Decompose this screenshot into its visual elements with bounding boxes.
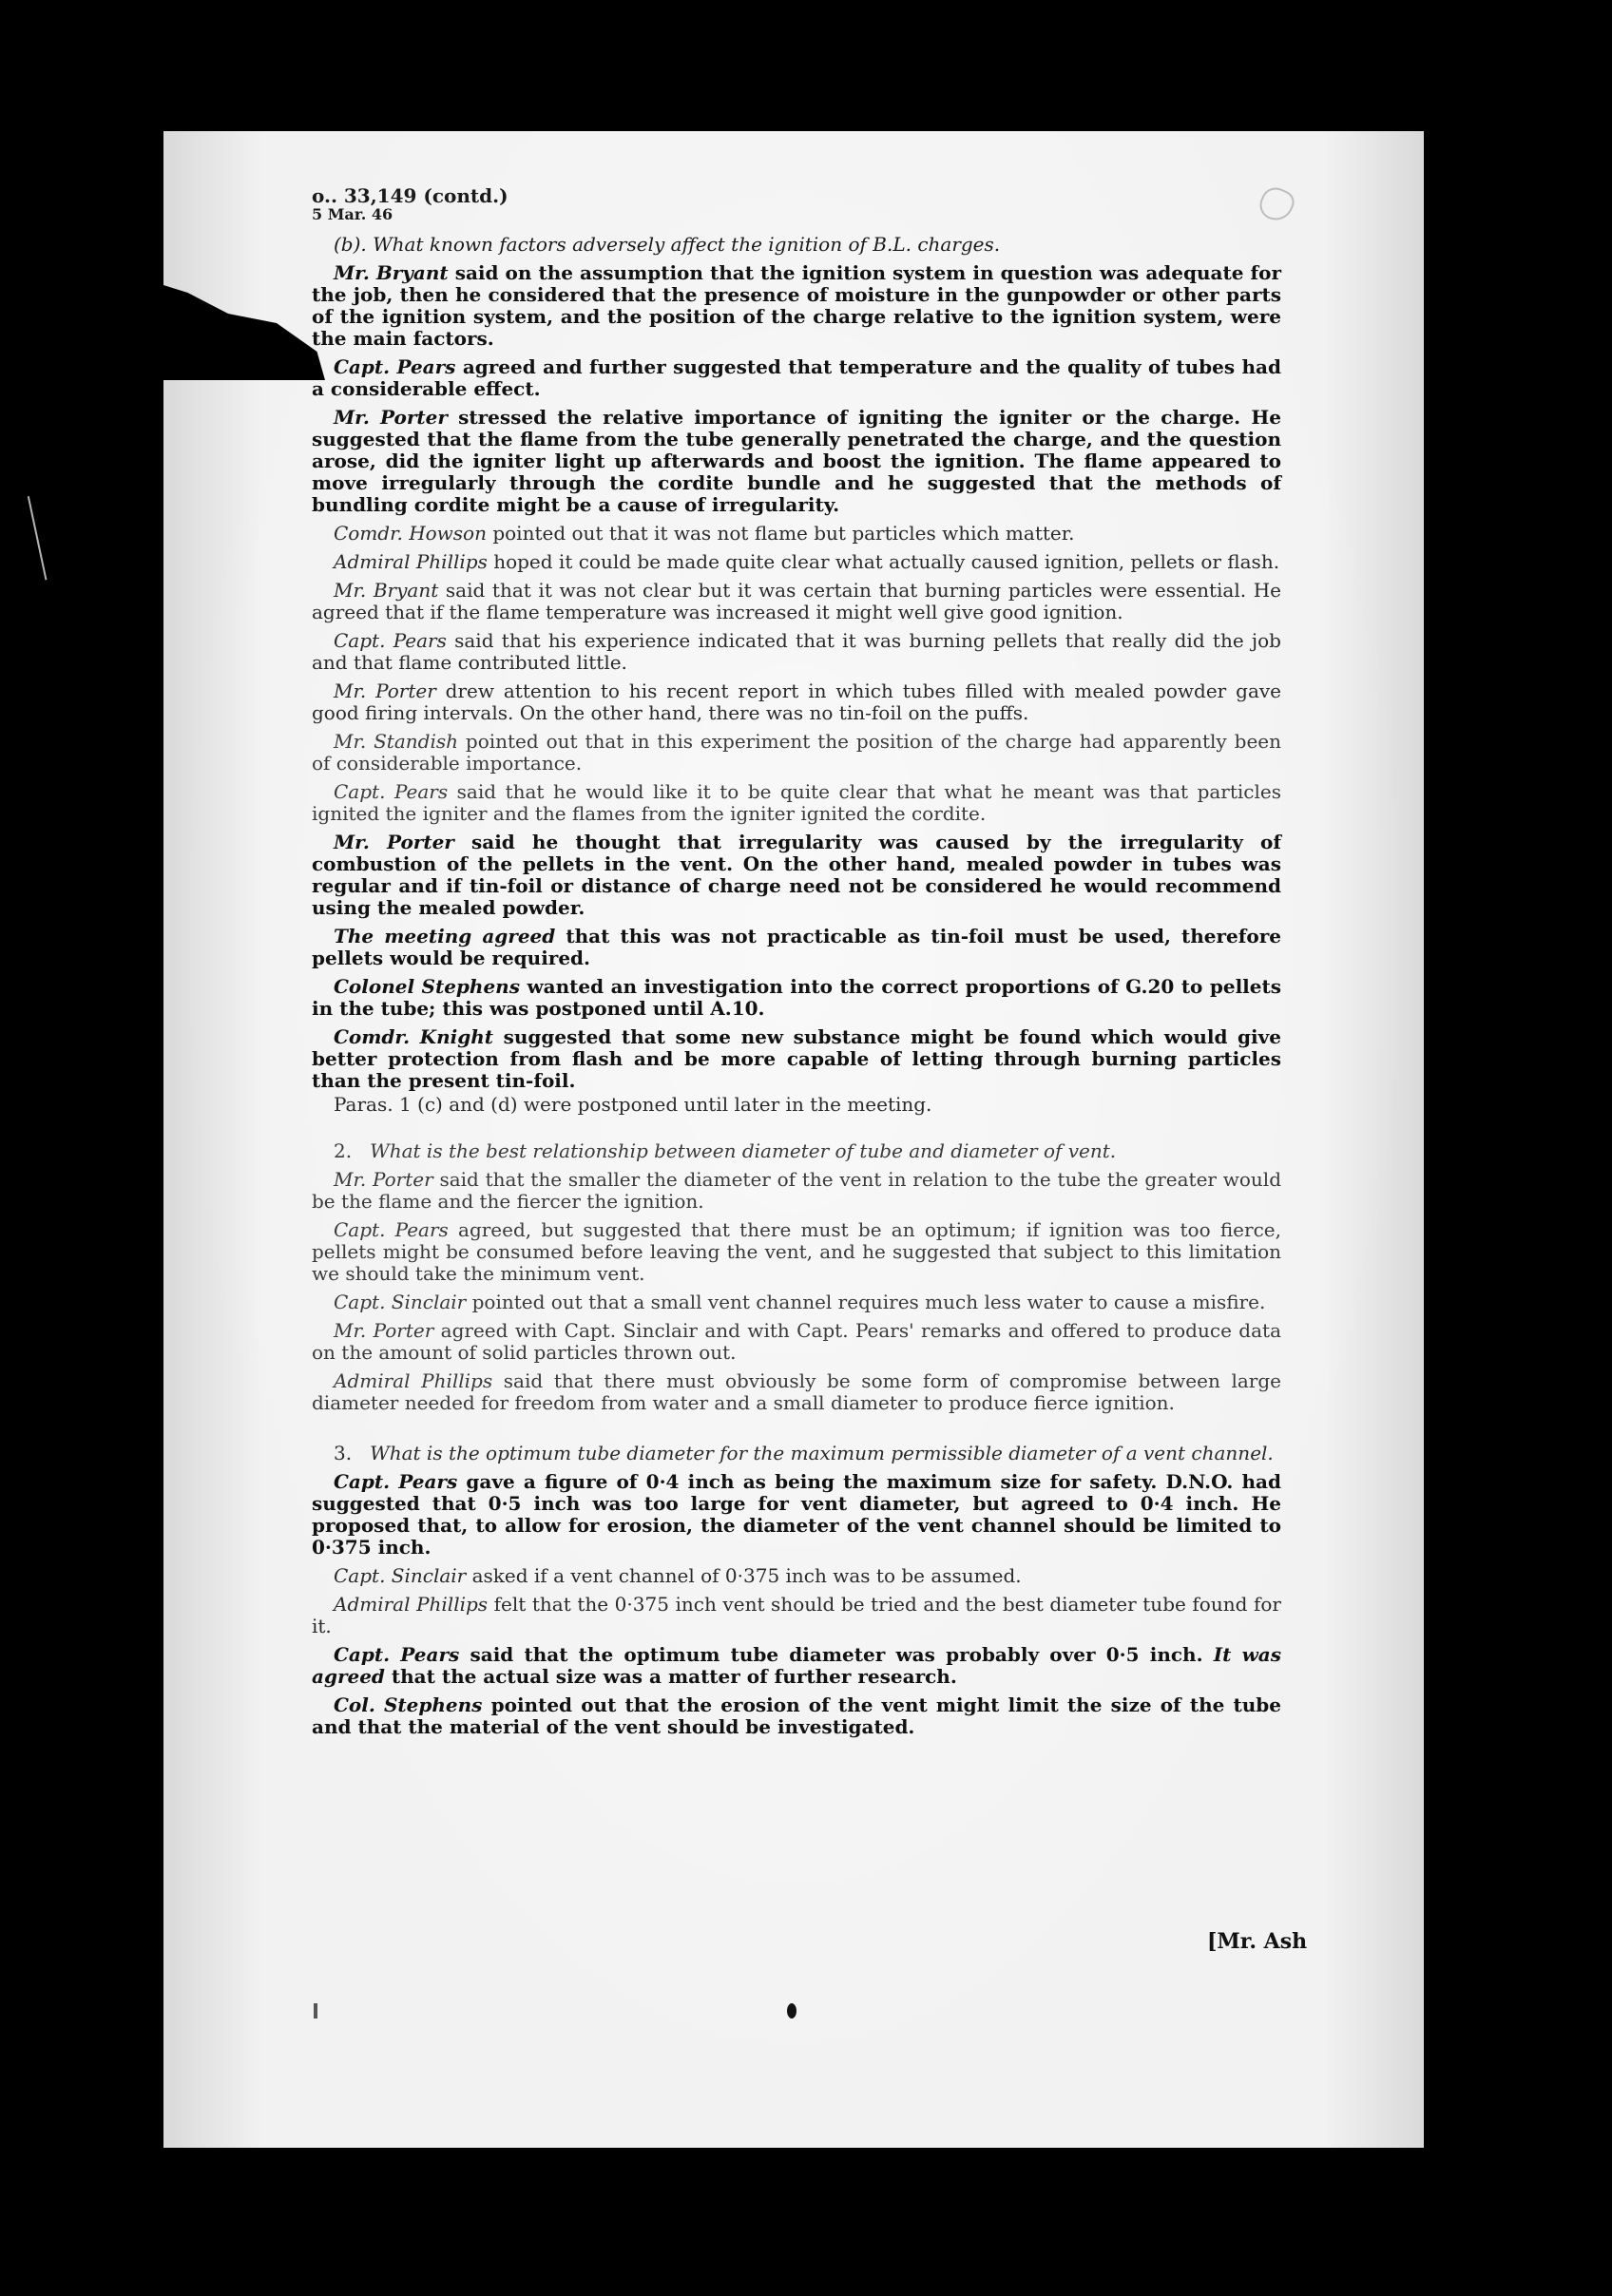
reference-number: o.. 33,149 (contd.) (312, 184, 509, 207)
paragraph: Admiral Phillips hoped it could be made quite clear what actually caused ignition, pellets or flash. (334, 550, 1280, 573)
section-heading-2: 2. What is the best relationship between diameter of tube and diameter of vent. (334, 1139, 1117, 1162)
paragraph: Capt. Sinclair pointed out that a small vent channel requires much less water to cause a misfire. (334, 1291, 1266, 1313)
reference-header (312, 186, 1281, 224)
paragraph: Comdr. Howson pointed out that it was not flame but particles which matter. (334, 522, 1075, 545)
page-mark-dot (787, 2003, 796, 2019)
paragraph: Mr. Standish pointed out that in this experiment the position of the charge had apparently been of considerable importance. (312, 730, 1281, 775)
paragraph: Mr. Porter agreed with Capt. Sinclair and with Capt. Pears' remarks and offered to produce data on the amount of solid particles thrown out. (312, 1319, 1281, 1364)
paragraph: Mr. Porter said that the smaller the diameter of the vent in relation to the tube the greater would be the flame and the fiercer the ignition. (312, 1168, 1281, 1213)
section-heading-3: 3. What is the optimum tube diameter for the maximum permissible diameter of a vent channel. (334, 1442, 1274, 1464)
paragraph: Mr. Porter said he thought that irregularity was caused by the irregularity of combustion of the pellets in the vent. On the other hand, mealed powder in tubes was regular and if tin-foil or distance of charge need not be considered he would recommend using the mealed powder. (312, 831, 1281, 919)
paragraph: Capt. Pears agreed and further suggested that temperature and the quality of tubes had a considerable effect. (312, 355, 1281, 400)
paragraph: Mr. Porter drew attention to his recent report in which tubes filled with mealed powder gave good firing intervals. On the other hand, there was no tin-foil on the puffs. (312, 679, 1281, 724)
paragraph: Comdr. Knight suggested that some new substance might be found which would give better protection from flash and be more capable of letting through burning particles than the present tin-foil. (312, 1025, 1281, 1092)
paragraph: Colonel Stephens wanted an investigation into the correct proportions of G.20 to pellets in the tube; this was postponed until A.10. (312, 975, 1281, 1020)
paragraph: Capt. Pears said that the optimum tube diameter was probably over 0·5 inch. It was agreed that the actual size was a matter of further research. (312, 1643, 1282, 1688)
page-mark (314, 2003, 317, 2019)
paragraph: Mr. Porter stressed the relative importance of igniting the igniter or the charge. He suggested that the flame from the tube generally penetrated the charge, and the question arose, did the igniter light up afterwards and boost the ignition. The flame appeared to move irregularly through the cordite bundle and he suggested that the methods of bundling cordite might be a cause of irregularity. (312, 406, 1281, 516)
reference-date: 5 Mar. 46 (312, 205, 393, 223)
document-body (312, 186, 1281, 1738)
film-scratch (28, 494, 58, 581)
paragraph: Capt. Pears gave a figure of 0·4 inch as being the maximum size for safety. D.N.O. had suggested that 0·5 inch was too large for vent diameter, but agreed to 0·4 inch. He proposed that, to allow for erosion, the diameter of the vent channel should be limited to 0·375 inch. (312, 1470, 1281, 1559)
paragraph: Admiral Phillips said that there must obviously be some form of compromise between large diameter needed for freedom from water and a small diameter to produce fierce ignition. (312, 1369, 1281, 1414)
paragraph: Capt. Sinclair asked if a vent channel of 0·375 inch was to be assumed. (334, 1564, 1022, 1587)
paragraph: Admiral Phillips felt that the 0·375 inch vent should be tried and the best diameter tube found for it. (312, 1593, 1281, 1637)
paragraph: Paras. 1 (c) and (d) were postponed until later in the meeting. (334, 1093, 932, 1116)
paragraph: Capt. Pears said that he would like it to be quite clear that what he meant was that particles ignited the igniter and the flames from the igniter ignited the cordite. (312, 780, 1281, 825)
paragraph: Capt. Pears said that his experience indicated that it was burning pellets that really did the job and that flame contributed little. (312, 629, 1281, 674)
paragraph: Capt. Pears agreed, but suggested that there must be an optimum; if ignition was too fierce, pellets might be consumed before leaving the vent, and he suggested that subject to this limitation we should take the minimum vent. (312, 1218, 1281, 1285)
paragraph: Mr. Bryant said on the assumption that the ignition system in question was adequate for the job, then he considered that the presence of moisture in the gunpowder or other parts of the ignition system, and the position of the charge relative to the ignition system, were the main factors. (312, 261, 1281, 350)
section-heading-b: (b). What known factors adversely affect the ignition of B.L. charges. (334, 233, 1001, 256)
paragraph: Col. Stephens pointed out that the erosion of the vent might limit the size of the tube and that the material of the vent should be investigated. (312, 1693, 1281, 1738)
paragraph: The meeting agreed that this was not practicable as tin-foil must be used, therefore pellets would be required. (312, 925, 1281, 969)
paragraph: Mr. Bryant said that it was not clear but it was certain that burning particles were essential. He agreed that if the flame temperature was increased it might well give good ignition. (312, 579, 1281, 623)
catchword: [Mr. Ash (1207, 1929, 1308, 1954)
